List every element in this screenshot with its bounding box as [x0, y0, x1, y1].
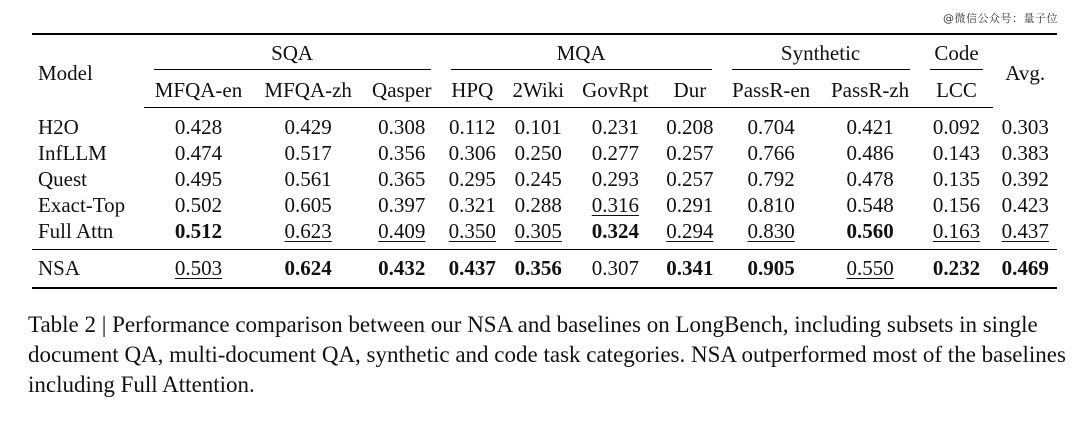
- score-value: 0.486: [846, 141, 894, 165]
- score-cell: [253, 141, 363, 167]
- score-cell: [504, 167, 573, 193]
- score-cell: [253, 167, 363, 193]
- score-value: 0.503: [174, 256, 223, 280]
- column-header-govrpt: GovRpt: [573, 74, 659, 108]
- score-value: 0.792: [747, 167, 795, 191]
- score-value: 0.560: [846, 219, 894, 243]
- score-cell: [658, 141, 721, 167]
- score-cell: [920, 193, 994, 219]
- score-cell: [441, 250, 504, 289]
- score-cell: [722, 141, 821, 167]
- score-value: 0.365: [378, 167, 426, 191]
- score-value: 0.092: [932, 115, 981, 139]
- score-value: 0.423: [1001, 193, 1049, 217]
- score-cell: [993, 167, 1057, 193]
- score-cell: [253, 250, 363, 289]
- results-table-container: [32, 33, 1057, 289]
- score-value: 0.208: [666, 115, 714, 139]
- score-cell: [363, 167, 441, 193]
- score-value: 0.306: [448, 141, 496, 165]
- table-row-h2o: [32, 108, 1057, 142]
- score-value: 0.321: [448, 193, 496, 217]
- score-value: 0.905: [747, 256, 795, 280]
- group-label-mqa: MQA: [451, 43, 712, 70]
- score-cell: [821, 193, 920, 219]
- score-cell: [144, 250, 254, 289]
- column-header-dur: Dur: [658, 74, 721, 108]
- score-value: 0.257: [666, 141, 714, 165]
- column-header-passr-en: PassR-en: [722, 74, 821, 108]
- score-cell: [504, 250, 573, 289]
- score-value: 0.356: [378, 141, 426, 165]
- score-cell: [722, 108, 821, 142]
- score-cell: [658, 167, 721, 193]
- score-cell: [144, 219, 254, 250]
- score-value: 0.277: [591, 141, 639, 165]
- model-column-header: Model: [32, 34, 144, 108]
- score-value: 0.163: [932, 219, 981, 243]
- score-value: 0.307: [591, 256, 639, 280]
- group-label-code: Code: [930, 43, 984, 70]
- score-cell: [722, 219, 821, 250]
- score-cell: [658, 219, 721, 250]
- column-header-qasper: Qasper: [363, 74, 441, 108]
- column-header-mfqa-en: MFQA-en: [144, 74, 254, 108]
- score-cell: [363, 108, 441, 142]
- score-cell: [821, 250, 920, 289]
- score-cell: [441, 108, 504, 142]
- score-cell: [504, 141, 573, 167]
- score-value: 0.428: [174, 115, 223, 139]
- score-cell: [363, 193, 441, 219]
- score-cell: [993, 250, 1057, 289]
- score-value: 0.291: [666, 193, 714, 217]
- score-cell: [144, 193, 254, 219]
- score-value: 0.305: [514, 219, 562, 243]
- score-cell: [573, 167, 659, 193]
- score-value: 0.704: [747, 115, 795, 139]
- column-header-row: [32, 74, 1057, 108]
- score-value: 0.245: [514, 167, 562, 191]
- score-value: 0.383: [1001, 141, 1049, 165]
- score-cell: [504, 193, 573, 219]
- score-cell: [253, 193, 363, 219]
- group-header-mqa: [441, 34, 722, 74]
- score-cell: [821, 141, 920, 167]
- table-caption: Table 2 | Performance comparison between our NSA and baselines on LongBench, including subsets in single document QA, multi-document QA, synthetic and code task categories. NSA outperformed most of the baselines including Full Attention.: [28, 312, 1066, 397]
- score-cell: [144, 108, 254, 142]
- score-cell: [573, 250, 659, 289]
- score-value: 0.561: [284, 167, 332, 191]
- table-header: [32, 34, 1057, 108]
- table-body: [32, 108, 1057, 289]
- watermark: @微信公众号：量子位: [943, 12, 1058, 25]
- score-cell: [993, 108, 1057, 142]
- model-name-cell: Quest: [38, 167, 87, 191]
- score-value: 0.517: [284, 141, 332, 165]
- score-value: 0.469: [1001, 256, 1049, 280]
- score-value: 0.350: [448, 219, 496, 243]
- score-value: 0.257: [666, 167, 714, 191]
- score-cell: [573, 193, 659, 219]
- score-value: 0.550: [846, 256, 894, 280]
- score-value: 0.810: [747, 193, 795, 217]
- score-cell: [993, 193, 1057, 219]
- score-value: 0.478: [846, 167, 894, 191]
- score-cell: [821, 108, 920, 142]
- score-value: 0.232: [932, 256, 981, 280]
- score-cell: [504, 219, 573, 250]
- score-value: 0.316: [591, 193, 639, 217]
- score-value: 0.624: [284, 256, 332, 280]
- score-value: 0.429: [284, 115, 332, 139]
- table-row-nsa: [32, 250, 1057, 289]
- score-value: 0.112: [449, 115, 496, 139]
- score-cell: [504, 108, 573, 142]
- score-value: 0.143: [932, 141, 981, 165]
- score-value: 0.295: [448, 167, 496, 191]
- column-header-mfqa-zh: MFQA-zh: [253, 74, 363, 108]
- score-cell: [363, 250, 441, 289]
- score-cell: [441, 141, 504, 167]
- score-value: 0.135: [932, 167, 981, 191]
- score-cell: [821, 167, 920, 193]
- score-value: 0.397: [378, 193, 426, 217]
- score-value: 0.324: [591, 219, 639, 243]
- score-cell: [920, 108, 994, 142]
- score-cell: [920, 250, 994, 289]
- score-cell: [821, 219, 920, 250]
- score-value: 0.294: [666, 219, 714, 243]
- score-cell: [363, 219, 441, 250]
- model-name-cell: Exact-Top: [38, 193, 126, 217]
- score-cell: [920, 167, 994, 193]
- score-value: 0.156: [932, 193, 981, 217]
- group-header-synthetic: [722, 34, 920, 74]
- score-cell: [363, 141, 441, 167]
- score-value: 0.303: [1001, 114, 1049, 139]
- score-value: 0.293: [591, 167, 639, 191]
- score-value: 0.502: [174, 193, 223, 217]
- group-header-code: [920, 34, 994, 74]
- model-name-cell: InfLLM: [38, 141, 107, 165]
- group-header-sqa: [144, 34, 441, 74]
- group-label-sqa: SQA: [154, 43, 431, 70]
- score-cell: [658, 250, 721, 289]
- score-cell: [144, 167, 254, 193]
- score-cell: [441, 193, 504, 219]
- group-label-synthetic: Synthetic: [732, 43, 910, 70]
- results-table: [32, 33, 1057, 289]
- score-cell: [573, 141, 659, 167]
- score-cell: [144, 141, 254, 167]
- score-value: 0.605: [284, 193, 332, 217]
- score-cell: [722, 167, 821, 193]
- model-name-cell: NSA: [32, 250, 144, 289]
- table-row-exact-top: [32, 193, 1057, 219]
- score-value: 0.231: [591, 115, 639, 139]
- score-cell: [920, 219, 994, 250]
- score-value: 0.766: [747, 141, 795, 165]
- score-value: 0.356: [514, 256, 562, 280]
- table-row-infllm: [32, 141, 1057, 167]
- score-cell: [573, 108, 659, 142]
- score-value: 0.341: [666, 256, 714, 280]
- table-row-quest: [32, 167, 1057, 193]
- group-header-row: [32, 34, 1057, 74]
- score-value: 0.392: [1001, 167, 1049, 191]
- score-cell: [920, 141, 994, 167]
- model-name-cell: Full Attn: [32, 219, 144, 250]
- score-cell: [253, 219, 363, 250]
- score-value: 0.288: [514, 193, 562, 217]
- column-header-hpq: HPQ: [441, 74, 504, 108]
- score-cell: [722, 250, 821, 289]
- score-value: 0.437: [448, 256, 496, 280]
- score-value: 0.512: [174, 219, 223, 243]
- score-cell: [658, 193, 721, 219]
- score-value: 0.495: [174, 167, 223, 191]
- score-cell: [658, 108, 721, 142]
- score-cell: [993, 141, 1057, 167]
- score-value: 0.548: [846, 193, 894, 217]
- score-cell: [722, 193, 821, 219]
- score-value: 0.432: [378, 256, 426, 280]
- score-value: 0.830: [747, 219, 795, 243]
- column-header-passr-zh: PassR-zh: [821, 74, 920, 108]
- score-value: 0.623: [284, 219, 332, 243]
- score-cell: [441, 219, 504, 250]
- score-value: 0.250: [514, 141, 562, 165]
- table-row-full-attn: [32, 219, 1057, 250]
- column-header-lcc: LCC: [920, 74, 994, 108]
- avg-column-header: Avg.: [993, 34, 1057, 108]
- score-value: 0.474: [174, 141, 223, 165]
- score-cell: [253, 108, 363, 142]
- score-value: 0.421: [846, 115, 894, 139]
- column-header-2wiki: 2Wiki: [504, 74, 573, 108]
- score-cell: [993, 219, 1057, 250]
- score-value: 0.308: [378, 115, 426, 139]
- score-cell: [573, 219, 659, 250]
- score-cell: [441, 167, 504, 193]
- score-value: 0.101: [514, 115, 562, 139]
- score-value: 0.437: [1001, 219, 1049, 243]
- model-name-cell: H2O: [38, 114, 79, 139]
- score-value: 0.409: [378, 219, 426, 243]
